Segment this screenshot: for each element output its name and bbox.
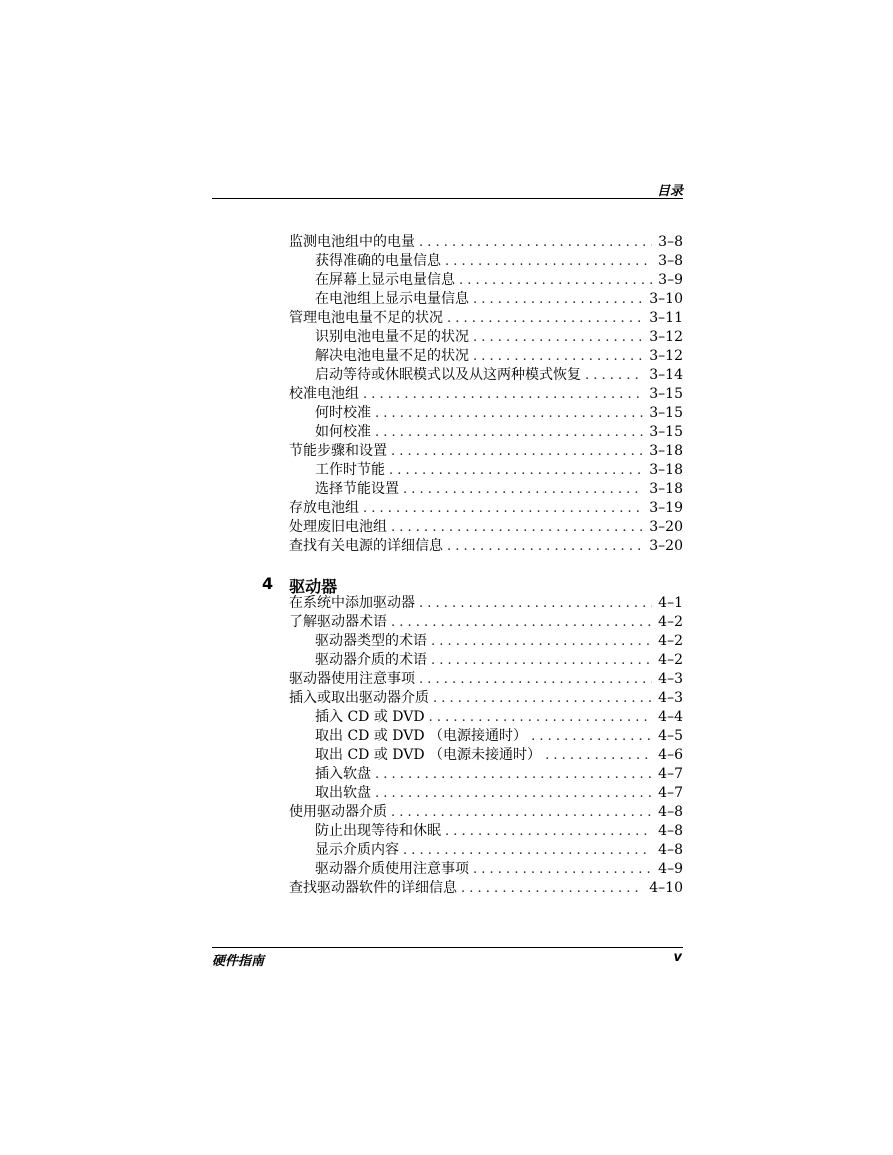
toc-entry-page: 3–12: [649, 329, 683, 345]
toc-entry-title: 识别电池电量不足的状况: [315, 329, 469, 345]
toc-entry-title: 插入 CD 或 DVD: [315, 709, 425, 725]
dot-leader: [403, 841, 652, 860]
toc-entry[interactable]: [289, 537, 683, 556]
toc-entry-title: 防止出现等待和休眠: [315, 823, 441, 839]
toc-entry-title: 节能步骤和设置: [289, 443, 387, 459]
toc-entry-title: 工作时节能: [315, 462, 385, 478]
toc-entry-title: 使用驱动器介质: [289, 804, 387, 820]
dot-leader: [545, 746, 652, 765]
toc-entry-page: 3–8: [658, 253, 683, 269]
toc-entry-page: 3–15: [649, 424, 683, 440]
toc-entry-page: 3–10: [649, 291, 683, 307]
dot-leader: [531, 727, 652, 746]
toc-entry-title: 插入软盘: [315, 766, 371, 782]
toc-entry[interactable]: [289, 594, 683, 613]
toc-entry[interactable]: [289, 765, 683, 784]
toc-entry[interactable]: [289, 366, 683, 385]
toc-entry-title: 驱动器介质的术语: [315, 652, 427, 668]
toc-entry-title: 查找驱动器软件的详细信息: [289, 880, 457, 896]
toc-entry-title: 驱动器类型的术语: [315, 633, 427, 649]
toc-entry-title: 取出 CD 或 DVD （电源接通时）: [315, 728, 528, 744]
toc-entry-title: 驱动器介质使用注意事项: [315, 861, 469, 877]
toc-entry-page: 3–20: [649, 519, 683, 535]
dot-leader: [375, 423, 643, 442]
dot-leader: [363, 499, 643, 518]
toc-entry[interactable]: [289, 461, 683, 480]
toc-entry[interactable]: [289, 822, 683, 841]
toc-entry[interactable]: [289, 746, 683, 765]
toc-entry-page: 3–19: [649, 500, 683, 516]
toc-entry-title: 了解驱动器术语: [289, 614, 387, 630]
toc-entry-title: 启动等待或休眠模式以及从这两种模式恢复: [315, 367, 581, 383]
dot-leader: [431, 651, 652, 670]
dot-leader: [403, 480, 643, 499]
toc-entry-title: 选择节能设置: [315, 481, 399, 497]
toc-entry-page: 4–6: [658, 747, 683, 763]
toc-entry-title: 获得准确的电量信息: [315, 253, 441, 269]
toc-entry-page: 4–2: [658, 652, 683, 668]
dot-leader: [429, 708, 653, 727]
toc-entry-page: 3–15: [649, 386, 683, 402]
dot-leader: [447, 309, 643, 328]
toc-entry-page: 3–12: [649, 348, 683, 364]
dot-leader: [447, 537, 643, 556]
toc-entry-page: 4–1: [658, 595, 683, 611]
toc-entry-page: 4–3: [658, 690, 683, 706]
toc-entry-title: 如何校准: [315, 424, 371, 440]
dot-leader: [459, 271, 652, 290]
toc-entry[interactable]: [289, 841, 683, 860]
toc-entry-title: 插入或取出驱动器介质: [289, 690, 429, 706]
toc-entry[interactable]: [289, 784, 683, 803]
toc-entry-page: 3–20: [649, 538, 683, 554]
dot-leader: [431, 632, 652, 651]
dot-leader: [389, 461, 643, 480]
dot-leader: [445, 822, 652, 841]
dot-leader: [473, 290, 643, 309]
toc-entry[interactable]: [289, 708, 683, 727]
dot-leader: [473, 347, 643, 366]
dot-leader: [375, 765, 652, 784]
toc-entry-title: 在屏幕上显示电量信息: [315, 272, 455, 288]
dot-leader: [375, 404, 643, 423]
footer-divider: [212, 947, 683, 948]
toc-entry-title: 存放电池组: [289, 500, 359, 516]
toc-entry-page: 4–10: [649, 880, 683, 896]
toc-entry[interactable]: [289, 860, 683, 879]
dot-leader: [391, 442, 643, 461]
toc-entry[interactable]: [289, 727, 683, 746]
toc-entry-page: 3–8: [658, 234, 683, 250]
dot-leader: [391, 613, 652, 632]
dot-leader: [473, 328, 643, 347]
footer-page-number: v: [673, 950, 682, 965]
toc-entry[interactable]: [289, 613, 683, 632]
toc-entry[interactable]: [289, 328, 683, 347]
toc-entry[interactable]: [289, 309, 683, 328]
toc-entry-page: 4–8: [658, 842, 683, 858]
toc-chapter-4: [289, 594, 683, 898]
toc-entry-page: 3–18: [649, 481, 683, 497]
footer-book-title: 硬件指南: [212, 954, 265, 969]
toc-section-3: [289, 233, 683, 556]
toc-entry[interactable]: [289, 252, 683, 271]
toc-entry-title: 何时校准: [315, 405, 371, 421]
toc-entry-title: 驱动器使用注意事项: [289, 671, 415, 687]
toc-entry-page: 3–18: [649, 462, 683, 478]
toc-entry-page: 3–18: [649, 443, 683, 459]
chapter-number: 4: [262, 574, 274, 593]
toc-entry-page: 4–2: [658, 614, 683, 630]
toc-entry-title: 管理电池电量不足的状况: [289, 310, 443, 326]
toc-entry-title: 监测电池组中的电量: [289, 234, 415, 250]
toc-entry-page: 4–7: [658, 766, 683, 782]
toc-entry[interactable]: [289, 423, 683, 442]
toc-entry[interactable]: [289, 803, 683, 822]
toc-entry-page: 3–15: [649, 405, 683, 421]
toc-entry[interactable]: [289, 480, 683, 499]
toc-entry[interactable]: [289, 632, 683, 651]
header-title: 目录: [656, 184, 683, 199]
toc-entry-page: 4–2: [658, 633, 683, 649]
toc-entry-title: 在电池组上显示电量信息: [315, 291, 469, 307]
dot-leader: [473, 860, 652, 879]
dot-leader: [391, 803, 652, 822]
toc-entry-page: 4–3: [658, 671, 683, 687]
dot-leader: [375, 784, 652, 803]
toc-entry-page: 4–8: [658, 823, 683, 839]
toc-entry-title: 显示介质内容: [315, 842, 399, 858]
toc-entry[interactable]: [289, 499, 683, 518]
dot-leader: [419, 670, 652, 689]
toc-entry[interactable]: [289, 689, 683, 708]
toc-entry-page: 3–14: [649, 367, 683, 383]
toc-entry[interactable]: [289, 233, 683, 252]
toc-entry-page: 3–11: [649, 310, 683, 326]
dot-leader: [445, 252, 652, 271]
toc-entry-page: 4–5: [658, 728, 683, 744]
toc-entry[interactable]: [289, 879, 683, 898]
toc-entry[interactable]: [289, 385, 683, 404]
dot-leader: [391, 518, 643, 537]
toc-entry[interactable]: [289, 347, 683, 366]
header-divider: [212, 198, 683, 199]
toc-entry[interactable]: [289, 271, 683, 290]
toc-entry[interactable]: [289, 518, 683, 537]
toc-entry[interactable]: [289, 442, 683, 461]
dot-leader: [433, 689, 652, 708]
toc-entry-page: 4–4: [658, 709, 683, 725]
toc-entry-title: 处理废旧电池组: [289, 519, 387, 535]
dot-leader: [419, 233, 652, 252]
toc-entry[interactable]: [289, 651, 683, 670]
toc-entry[interactable]: [289, 404, 683, 423]
dot-leader: [461, 879, 643, 898]
dot-leader: [585, 366, 643, 385]
toc-entry-title: 在系统中添加驱动器: [289, 595, 415, 611]
toc-entry-page: 4–7: [658, 785, 683, 801]
dot-leader: [363, 385, 643, 404]
chapter-title: 驱动器: [289, 577, 338, 596]
toc-entry-title: 取出软盘: [315, 785, 371, 801]
toc-entry-page: 4–8: [658, 804, 683, 820]
toc-entry-page: 3–9: [658, 272, 683, 288]
toc-entry-title: 解决电池电量不足的状况: [315, 348, 469, 364]
toc-entry[interactable]: [289, 290, 683, 309]
toc-entry-title: 取出 CD 或 DVD （电源未接通时）: [315, 747, 542, 763]
dot-leader: [419, 594, 652, 613]
toc-entry-page: 4–9: [658, 861, 683, 877]
toc-entry-title: 校准电池组: [289, 386, 359, 402]
toc-entry-title: 查找有关电源的详细信息: [289, 538, 443, 554]
toc-entry[interactable]: [289, 670, 683, 689]
